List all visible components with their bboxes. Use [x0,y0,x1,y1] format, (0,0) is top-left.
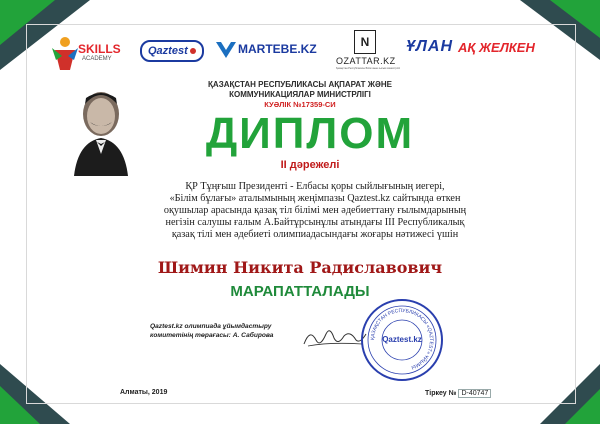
ozattar-logo-text: OZATTAR.KZ [336,56,396,66]
ministry-line-2: КОММУНИКАЦИЯЛАР МИНИСТРЛІГІ [229,90,371,99]
body-line-4: негізін салушы ғалым А.Байтұрсынұлы атындағы III Республикалық [165,217,465,228]
qaztest-logo-text [140,40,204,62]
signature-caption-line-1: Qaztest.kz олимпиада ұйымдастыру [150,323,272,330]
martebe-logo [216,30,326,74]
skills-logo-title: SKILLS [78,42,121,56]
ozattar-emblem-icon: N [354,30,376,54]
registration-label: Тіркеу № [425,390,457,397]
registration-value: D-40747 [458,389,491,398]
ozattar-logo-subtitle: Қазақстан Республикасы Білім және ғылым министрлігі [336,67,400,70]
official-seal [360,298,444,382]
degree-label: ІІ дәрежелі [280,159,340,171]
skills-academy-logo [52,30,132,74]
skills-logo-subtitle: ACADEMY [82,56,112,62]
ministry-line-1: ҚАЗАҚСТАН РЕСПУБЛИКАСЫ АҚПАРАТ ЖӘНЕ [208,80,392,89]
ministry-header [180,80,420,110]
body-line-3: оқушылар арасында қазақ тіл білімі мен әдебиеттану ғылымдарының [163,205,467,216]
ulan-logo-text: ҰЛАН [406,38,453,55]
registration-number [425,389,491,398]
martebe-chevron-icon [216,38,236,62]
award-text: МАРАПАТТАЛАДЫ [230,283,370,300]
seal-center-text: Qaztest.kz [382,335,422,344]
ozattar-logo [336,30,400,74]
signature-caption-line-2: комитетінің төрағасы: А. Сабирова [150,332,274,339]
portrait-image [64,84,138,176]
logo-bar [40,30,560,78]
ak-zhelken-logo-text: АҚ ЖЕЛКЕН [458,40,535,55]
recipient-name: Шимин Никита Радиславович [157,258,443,277]
qaztest-dot-icon [190,48,196,54]
body-line-2: «Білім бұлағы» аталымының жеңімпазы Qaztest.kz сайтында өткен [169,193,461,204]
skills-figure-icon [52,36,78,70]
license-number: КУӘЛІК №17359-СИ [264,100,336,109]
qaztest-logo-label: Qaztest [148,45,188,57]
martebe-logo-text: MARTEBE.KZ [238,42,317,56]
diploma-body-text [150,181,480,241]
ulan-ak-zhelken-logo [406,30,556,74]
qaztest-logo [140,30,210,74]
diploma-title: ДИПЛОМ [205,109,415,158]
signature-caption [150,322,310,340]
body-line-1: ҚР Тұңғыш Президенті - Елбасы қоры сыйлығының иегері, [185,181,445,192]
body-line-5: қазақ тілі мен әдебиеті олимпиадасындағы жоғары нәтижесі үшін [171,229,459,240]
seal-ring-text: ҚАЗАҚСТАН РЕСПУБЛИКАСЫ «QAZTEST» ҰЙЫМЫ [369,307,435,371]
city-year: Алматы, 2019 [120,389,168,396]
